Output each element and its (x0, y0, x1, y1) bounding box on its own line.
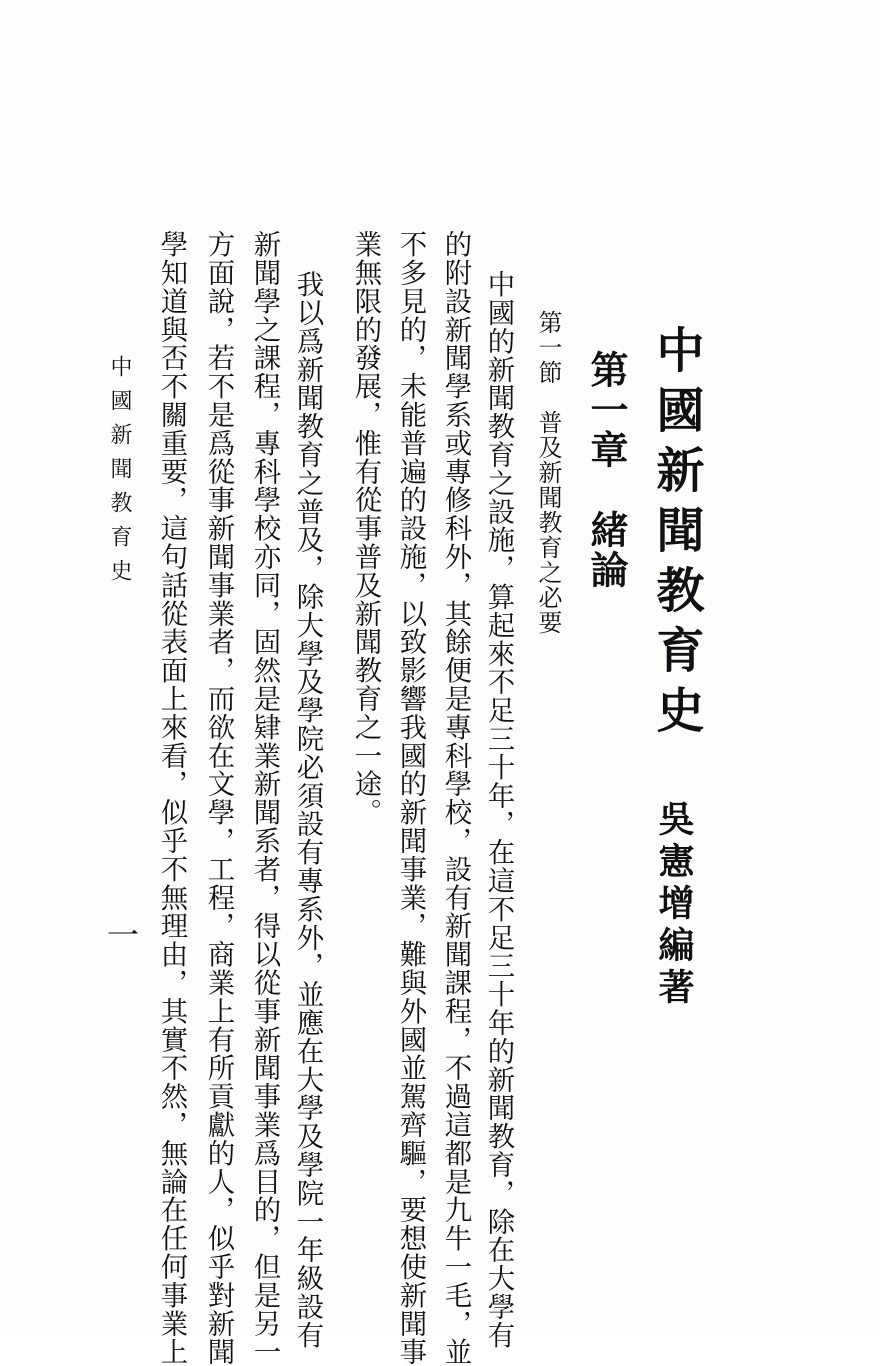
book-author: 吳憲增編著 (653, 800, 695, 1010)
body-column: 的附設新聞學系或專修科外，其餘便是專科學校，設有新聞課程，不過這都是九牛一毛，並 (439, 230, 471, 1366)
running-title: 中國新聞教育史 (107, 355, 132, 593)
body-column: 中國的新聞教育之設施，算起來不足三十年，在這不足三十年的新聞教育，除在大學有 (482, 270, 514, 1350)
page-number: 一 (102, 918, 140, 950)
body-column: 不多見的，未能普遍的設施，以致影響我國的新聞事業，難與外國並駕齊驅，要想使新聞事 (394, 230, 426, 1366)
book-title: 中國新聞教育史 (648, 325, 704, 745)
body-column: 我以爲新聞教育之普及，除大學及學院必須設有專系外，並應在大學及學院一年級設有 (291, 270, 323, 1350)
body-column: 方面說，若不是爲從事新聞事業者，而欲在文學，工程，商業上有所貢獻的人，似乎對新聞 (202, 230, 234, 1366)
section-heading: 第一節 普及新聞教育之必要 (534, 310, 562, 635)
body-column: 業無限的發展，惟有從事普及新聞教育之一途。 (349, 230, 381, 827)
chapter-heading: 第一章 緒論 (584, 350, 629, 590)
body-column: 學知道與否不關重要，這句話從表面上來看，似乎不無理由，其實不然，無論在任何事業上 (155, 230, 187, 1366)
body-column: 新聞學之課程，專科學校亦同，固然是肄業新聞系者，得以從事新聞事業爲目的，但是另一 (248, 230, 280, 1366)
